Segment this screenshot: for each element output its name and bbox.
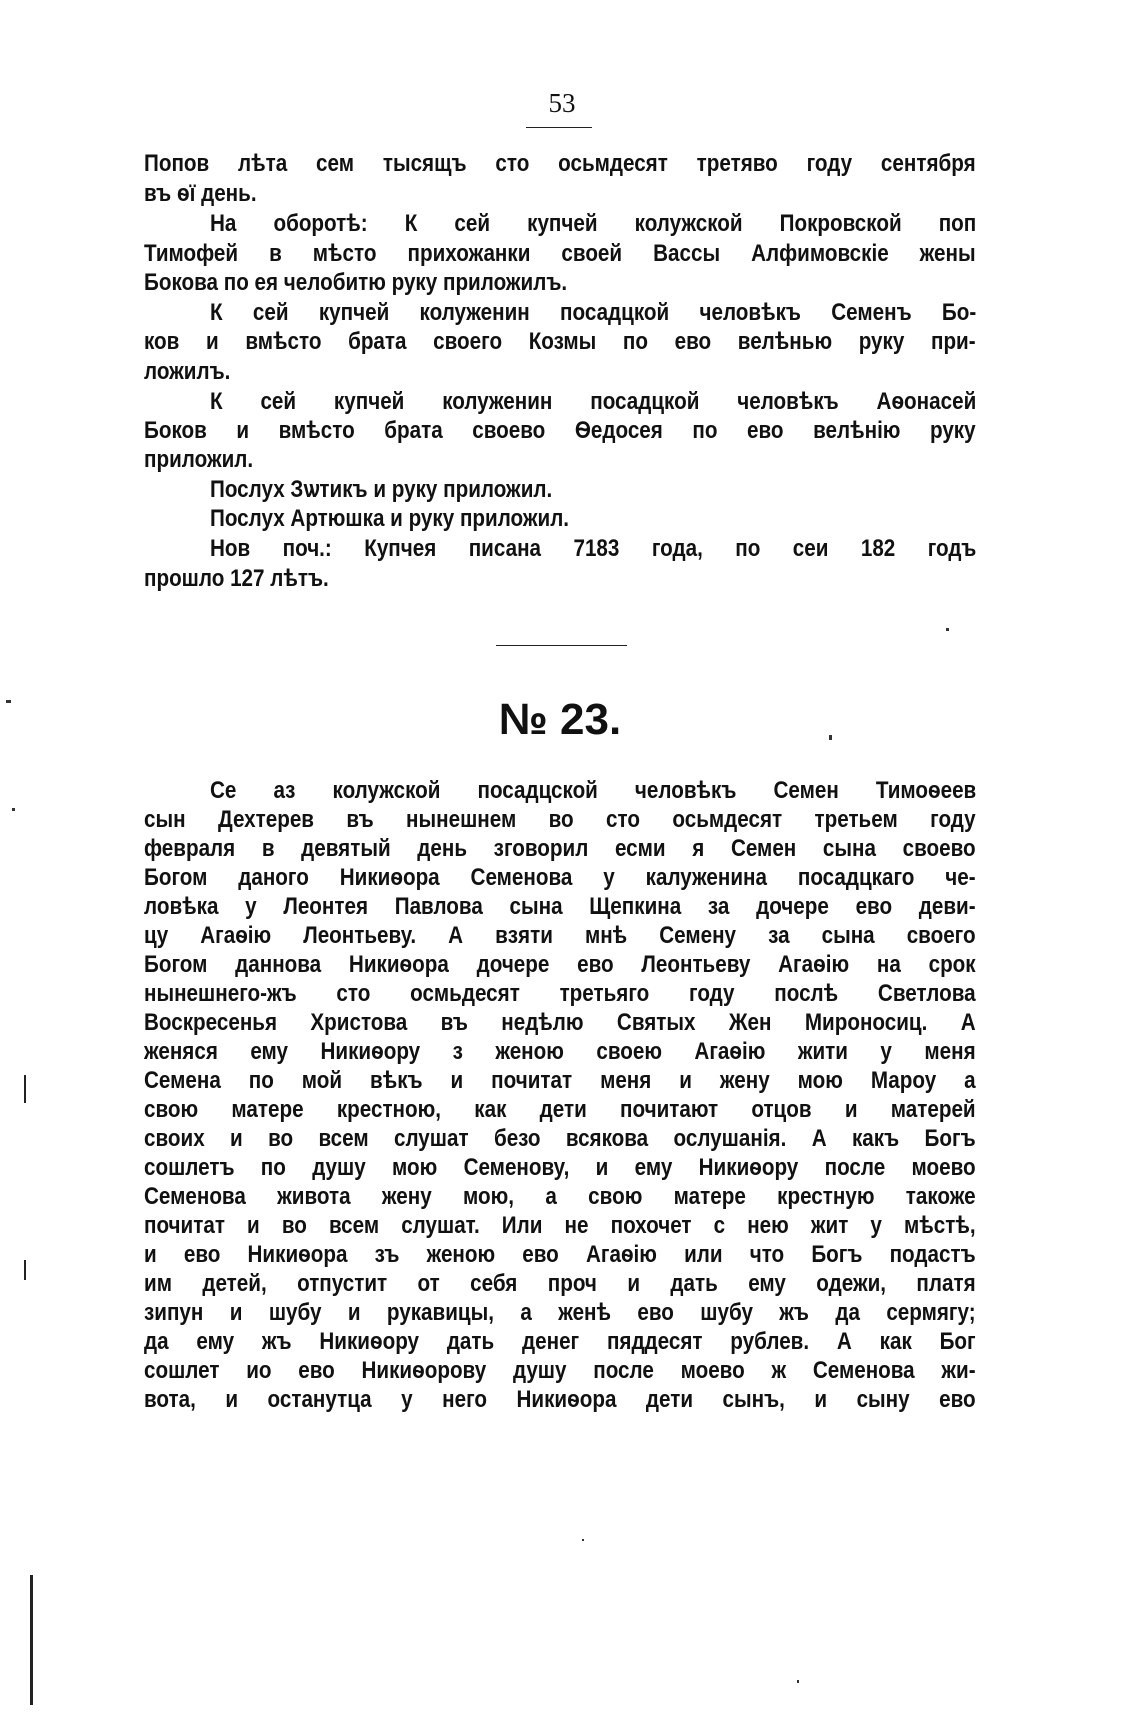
text-line: Тимофей в мѣсто прихожанки своей Вассы Алфимовскіе жены — [144, 240, 976, 267]
text-line: Послух Зѡтикъ и руку приложил. — [210, 476, 553, 503]
text-line: ловѣка у Леонтея Павлова сына Щепкина за дочере ево деви- — [144, 893, 976, 920]
text-line: им детей, отпустит от себя проч и дать ему одежи, платя — [144, 1270, 976, 1297]
text-line: своих и во всем слушат безо всякова ослушанія. А какъ Богъ — [144, 1125, 976, 1152]
scan-speck — [582, 1539, 584, 1541]
text-line: Боков и вмѣсто брата своево Ѳедосея по ево велѣнію руку — [144, 417, 976, 444]
text-line: почитат и во всем слушат. Или не похочет с нею жит у мѣстѣ, — [144, 1212, 976, 1239]
text-line: Семенова живота жену мою, а свою матере крестную такоже — [144, 1183, 976, 1210]
text-line: въ ѳї день. — [144, 180, 257, 207]
text-line: прошло 127 лѣтъ. — [144, 565, 329, 592]
text-line: ков и вмѣсто брата своего Козмы по ево велѣнью руку при- — [144, 328, 976, 355]
text-line: Попов лѣта сем тысящъ сто осьмдесят третяво году сентября — [144, 150, 976, 177]
document-number-heading: № 23. — [498, 695, 622, 744]
text-line: вота, и останутца у него Никиѳора дети сынъ, и сыну ево — [144, 1386, 976, 1413]
text-line: да ему жъ Никиѳору дать денег пяддесят рублев. А как Бог — [144, 1328, 976, 1355]
text-line: Семена по мой вѣкъ и почитат меня и жену мою Мароу а — [144, 1067, 976, 1094]
scan-speck — [6, 700, 11, 703]
text-line: Богом даннова Никиѳора дочере ево Леонтьеву Агаѳію на срок — [144, 951, 976, 978]
text-line: сошлетъ по душу мою Семенову, и ему Никиѳору после моево — [144, 1154, 976, 1181]
text-line: женяся ему Никиѳору з женою своею Агаѳію жити у меня — [144, 1038, 976, 1065]
scan-margin-mark — [30, 1575, 33, 1705]
text-line: Се аз колужской посадцской человѣкъ Семен Тимоѳеев — [210, 777, 977, 804]
scan-speck — [797, 1680, 799, 1683]
text-line: Нов поч.: Купчея писана 7183 года, по сеи 182 годъ — [210, 535, 977, 562]
text-line: зипун и шубу и рукавицы, а женѣ ево шубу жъ да сермягу; — [144, 1299, 976, 1326]
scan-speck — [12, 808, 15, 811]
text-line: сошлет ио ево Никиѳорову душу после моево ж Семенова жи- — [144, 1357, 976, 1384]
text-line: приложил. — [144, 446, 254, 473]
page-number: 53 — [548, 88, 576, 118]
text-line: февраля в девятый день зговорил есми я Семен сына своево — [144, 835, 976, 862]
scan-margin-mark — [24, 1260, 26, 1280]
text-line: свою матере крестною, как дети почитают отцов и матерей — [144, 1096, 976, 1123]
text-line: цу Агаѳію Леонтьеву. А взяти мнѣ Семену за сына своего — [144, 922, 976, 949]
text-line: Воскресенья Христова въ недѣлю Святых Жен Мироносиц. А — [144, 1009, 976, 1036]
scan-speck — [946, 628, 949, 631]
text-line: сын Дехтерев въ нынешнем во сто осьмдесят третьем году — [144, 806, 976, 833]
text-line: На оборотѣ: К сей купчей колужской Покровской поп — [210, 210, 977, 237]
page-number-underline — [526, 127, 592, 128]
text-line: ложилъ. — [144, 358, 231, 385]
text-line: Бокова по ея челобитю руку приложилъ. — [144, 269, 568, 296]
scan-margin-mark — [24, 1075, 26, 1103]
text-line: нынешнего-жъ сто осмьдесят третьяго году послѣ Светлова — [144, 980, 976, 1007]
scan-speck — [829, 735, 832, 740]
text-line: и ево Никиѳора зъ женою ево Агаѳію или что Богъ подастъ — [144, 1241, 976, 1268]
text-line: Богом даного Никиѳора Семенова у калуженина посадцкаго че- — [144, 864, 976, 891]
section-divider — [496, 645, 627, 646]
text-line: К сей купчей колуженин посадцкой человѣкъ Аѳонасей — [210, 388, 977, 415]
text-line: К сей купчей колуженин посадцкой человѣкъ Семенъ Бо- — [210, 299, 977, 326]
text-line: Послух Артюшка и руку приложил. — [210, 505, 570, 532]
